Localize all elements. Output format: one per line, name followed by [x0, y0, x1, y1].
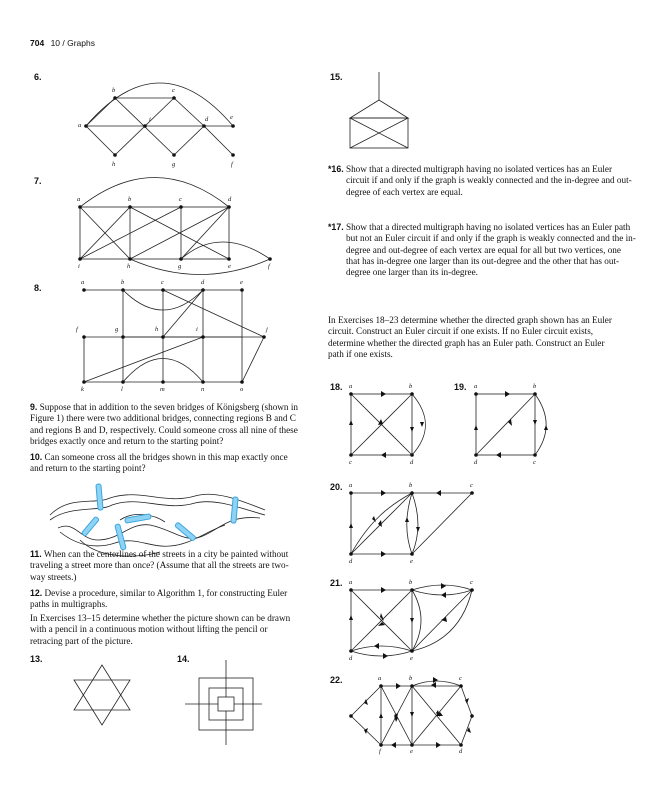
- g22-label: e: [410, 748, 413, 755]
- g8-label: g: [115, 326, 119, 333]
- g20-label: a: [349, 482, 353, 489]
- g19-label: d: [474, 459, 478, 466]
- g19-label: c: [533, 459, 536, 466]
- exercise-18-number: 18.: [330, 382, 343, 392]
- exercise-16-text: Show that a directed multigraph having no isolated vertices has an Euler circuit if and only if the graph is weakly connected and the in-degree and out-degree of each vertex are equal.: [345, 164, 632, 197]
- chapter-title: 10 / Graphs: [50, 38, 95, 48]
- g18-label: a: [349, 383, 353, 390]
- g19-label: a: [474, 383, 478, 390]
- g21-label: e: [410, 655, 413, 662]
- g21-label: c: [470, 579, 473, 586]
- g7-label: g: [178, 263, 182, 270]
- exercise-11-number: 11.: [30, 549, 42, 559]
- g8-label: f: [76, 326, 78, 333]
- g6-label: i: [149, 116, 151, 123]
- g8-label: d: [201, 279, 205, 286]
- g6-label: d: [205, 116, 209, 123]
- g8-label: k: [81, 386, 84, 393]
- exercise-17-text: Show that a directed multigraph having no isolated vertices has an Euler path but not an Euler circuit if and only if the graph is weakly connected and the in-degree and out-degree of each vertex are equal for all but two vertices, one that has in-degree one larger than its out-degree and the other that has out-degree one larger than its in-degree.: [345, 222, 636, 278]
- exercise-11-text: When can the centerlines of the streets in a city be painted without traveling a street more than once? (Assume that all the streets are two-way streets.): [30, 549, 289, 582]
- exercise-21-number: 21.: [330, 578, 343, 588]
- exercise-10-number: 10.: [30, 452, 43, 462]
- g22-label: b: [409, 675, 413, 682]
- g8-label: a: [81, 279, 85, 286]
- g19-label: b: [533, 383, 537, 390]
- exercise-12-text: Devise a procedure, similar to Algorithm 1, for constructing Euler paths in multigraphs.: [30, 588, 288, 610]
- exercise-12-number: 12.: [30, 588, 43, 598]
- g8-label: n: [201, 386, 205, 393]
- g22-label: a: [378, 675, 382, 682]
- g7-label: h: [127, 263, 131, 270]
- g6-label: h: [112, 161, 116, 168]
- exercise-22-number: 22.: [330, 675, 343, 685]
- g6-label: e: [230, 114, 233, 121]
- g18-label: b: [409, 383, 413, 390]
- intro-13-15: In Exercises 13–15 determine whether the picture shown can be drawn with a pencil in a continuous motion without lifting the pencil or retracing part of the picture.: [30, 613, 291, 646]
- g7-label: f: [268, 263, 270, 270]
- g22-label: c: [459, 675, 462, 682]
- exercise-16-number: *16.: [328, 164, 344, 174]
- exercise-17-number: *17.: [328, 222, 344, 232]
- g8-label: b: [121, 279, 125, 286]
- g8-label: c: [161, 279, 164, 286]
- exercise-19-number: 19.: [454, 382, 467, 392]
- g20-label: e: [410, 558, 413, 565]
- g20-label: c: [470, 482, 473, 489]
- g8-label: j: [266, 326, 268, 333]
- g7-label: i: [78, 263, 80, 270]
- g18-label: d: [410, 459, 414, 466]
- intro-18-23: In Exercises 18–23 determine whether the directed graph shown has an Euler circuit. Construct an Euler circuit if one exists. If no Euler circuit exists, determine whether the directed graph has an Euler path. Construct an Euler path if one exists.: [328, 315, 612, 359]
- exercise-9-number: 9.: [30, 402, 38, 412]
- g21-label: d: [349, 655, 353, 662]
- g18-label: c: [349, 459, 352, 466]
- g6-label: b: [112, 87, 116, 94]
- exercise-20-number: 20.: [330, 482, 343, 492]
- g7-label: c: [179, 196, 182, 203]
- exercise-14-number: 14.: [177, 654, 190, 664]
- exercise-13-number: 13.: [30, 654, 43, 664]
- g8-label: e: [240, 279, 243, 286]
- g22-label: d: [459, 748, 463, 755]
- g21-label: a: [349, 579, 353, 586]
- g8-label: l: [121, 386, 123, 393]
- g6-label: a: [78, 122, 82, 129]
- g8-label: m: [160, 386, 165, 393]
- g6-label: g: [172, 161, 176, 168]
- exercise-15-number: 15.: [330, 72, 343, 82]
- g7-label: e: [228, 263, 231, 270]
- exercise-8-number: 8.: [34, 283, 42, 293]
- g6-label: c: [172, 87, 175, 94]
- g8-label: i: [196, 326, 198, 333]
- exercise-6-number: 6.: [34, 72, 42, 82]
- g20-label: d: [349, 558, 353, 565]
- g21-label: b: [409, 579, 413, 586]
- g6-label: f: [231, 161, 233, 168]
- g20-label: b: [409, 482, 413, 489]
- g7-label: b: [128, 196, 132, 203]
- exercise-7-number: 7.: [34, 176, 42, 186]
- g8-label: o: [240, 386, 244, 393]
- g8-label: h: [155, 326, 159, 333]
- exercise-9-text: Suppose that in addition to the seven bridges of Königsberg (shown in Figure 1) there were two additional bridges, connecting regions B and C and regions B and D, respectively. Could someone cross all nine of these bridges exactly once and return to the starting point?: [30, 402, 298, 446]
- g7-label: d: [228, 196, 232, 203]
- g22-label: f: [379, 748, 381, 755]
- g7-label: a: [77, 196, 81, 203]
- exercise-10-text: Can someone cross all the bridges shown in this map exactly once and return to the starting point?: [30, 452, 288, 474]
- page-number: 704: [30, 38, 45, 48]
